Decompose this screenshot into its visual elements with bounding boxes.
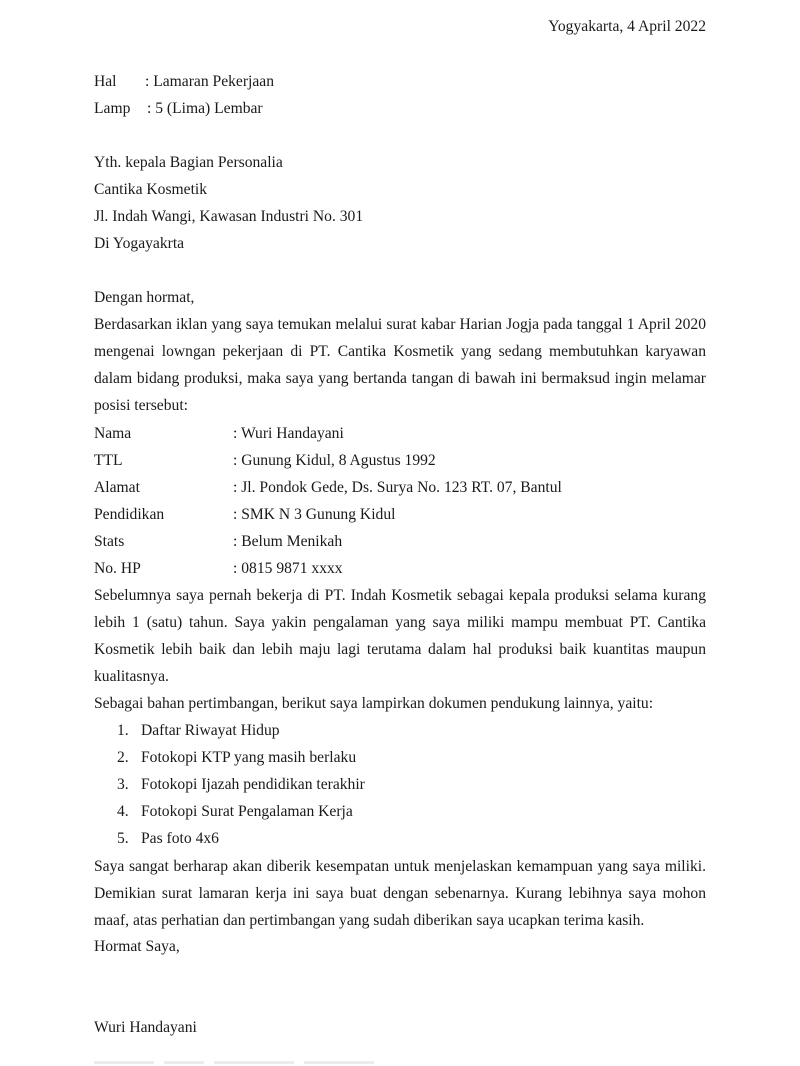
list-item-number: 4. (117, 803, 129, 820)
detail-value: : Jl. Pondok Gede, Ds. Surya No. 123 RT. 07, Bantul (233, 479, 562, 496)
recipient-line: Jl. Indah Wangi, Kawasan Industri No. 301 (94, 208, 364, 225)
letter-date: Yogyakarta, 4 April 2022 (548, 18, 706, 35)
list-item: Fotokopi KTP yang masih berlaku (141, 749, 357, 766)
detail-value: : 0815 9871 xxxx (233, 560, 343, 577)
detail-value: : SMK N 3 Gunung Kidul (233, 506, 396, 523)
detail-label: Nama (94, 425, 132, 442)
closing-paragraph: Saya sangat berharap akan diberik kesempatan untuk menjelaskan kemampuan yang saya miliki. Demikian surat lamaran kerja ini saya buat dengan sebenarnya. Kurang lebihnya saya mohon maaf, atas perhatian dan pertimbangan yang sudah diberikan saya ucapkan terima kasih. (94, 858, 706, 929)
detail-label: TTL (94, 452, 123, 469)
intro-paragraph: Berdasarkan iklan yang saya temukan melalui surat kabar Harian Jogja pada tanggal 1 April 2020 mengenai lowngan pekerjaan di PT. Cantika Kosmetik yang sedang membutuhkan karyawan dalam bidang produksi, maka saya yang bertanda tangan di bawah ini bermaksud ingin melamar posisi tersebut: (94, 316, 706, 414)
detail-label: Alamat (94, 479, 140, 496)
attachment-label: Lamp (94, 100, 131, 117)
detail-label: Pendidikan (94, 506, 165, 523)
recipient-line: Di Yogayakrta (94, 235, 185, 252)
list-item: Daftar Riwayat Hidup (141, 722, 280, 739)
list-item: Fotokopi Ijazah pendidikan terakhir (141, 776, 365, 793)
detail-label: Stats (94, 533, 125, 550)
recipient-line: Yth. kepala Bagian Personalia (94, 154, 283, 171)
signoff: Hormat Saya, (94, 938, 180, 955)
detail-value: : Wuri Handayani (233, 425, 344, 442)
list-item-number: 2. (117, 749, 129, 766)
attachments-intro: Sebagai bahan pertimbangan, berikut saya lampirkan dokumen pendukung lainnya, yaitu: (94, 695, 654, 712)
attachment-value: : 5 (Lima) Lembar (147, 100, 263, 117)
list-item-number: 5. (117, 830, 129, 847)
signer-name: Wuri Handayani (94, 1019, 197, 1036)
detail-label: No. HP (94, 560, 141, 577)
experience-paragraph: Sebelumnya saya pernah bekerja di PT. Indah Kosmetik sebagai kepala produksi selama kurang lebih 1 (satu) tahun. Saya yakin pengalaman yang saya miliki mampu membuat PT. Cantika Kosmetik lebih baik dan lebih maju lagi terutama dalam hal produksi baik kuantitas maupun kualitasnya. (94, 587, 706, 685)
subject-label: Hal (94, 73, 117, 90)
list-item-number: 3. (117, 776, 129, 793)
list-item-number: 1. (117, 722, 129, 739)
detail-value: : Gunung Kidul, 8 Agustus 1992 (233, 452, 436, 469)
greeting: Dengan hormat, (94, 289, 195, 306)
detail-value: : Belum Menikah (233, 533, 343, 550)
list-item: Fotokopi Surat Pengalaman Kerja (141, 803, 353, 820)
bleed-through-text (94, 1060, 394, 1066)
subject-value: : Lamaran Pekerjaan (145, 73, 275, 90)
list-item: Pas foto 4x6 (141, 830, 219, 847)
recipient-line: Cantika Kosmetik (94, 181, 208, 198)
